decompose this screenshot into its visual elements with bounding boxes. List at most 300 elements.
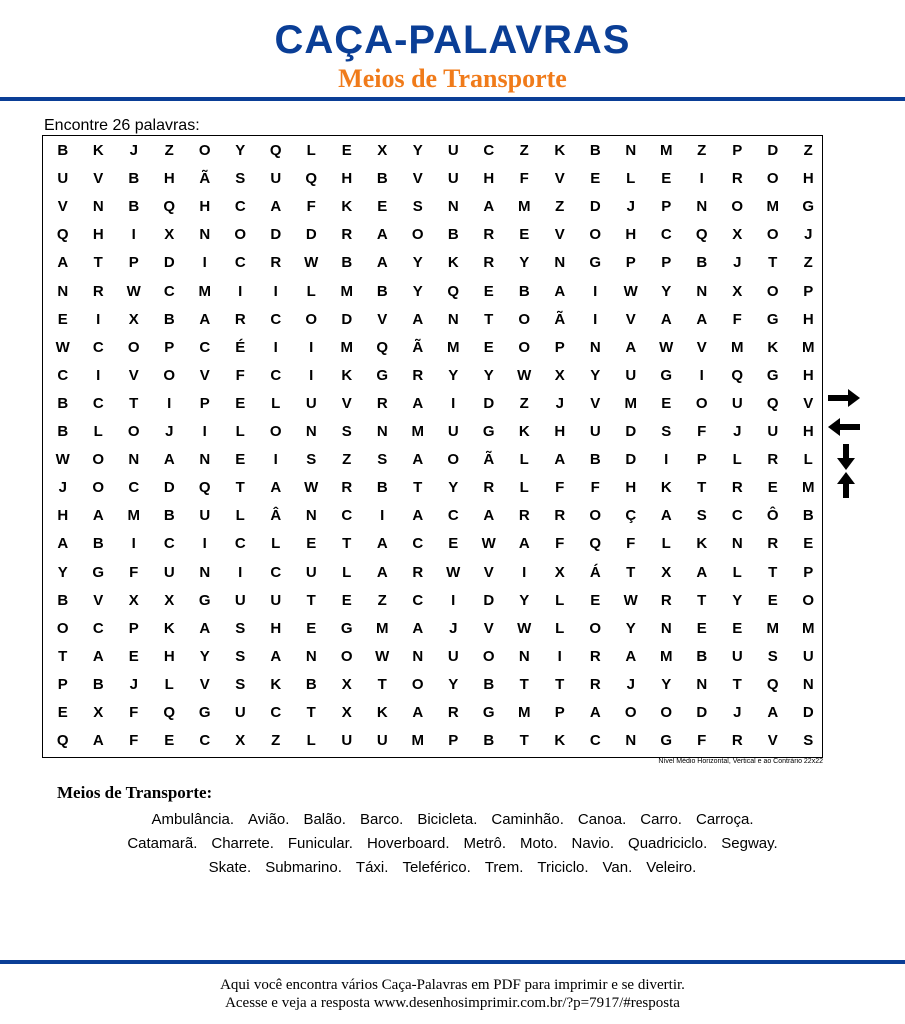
grid-letter: O xyxy=(411,675,424,693)
grid-letter: L xyxy=(661,535,671,553)
grid-letter: N xyxy=(305,647,317,665)
grid-letter: N xyxy=(447,310,459,328)
word-list-item: Barco. xyxy=(359,811,404,828)
grid-letter: D xyxy=(767,142,779,159)
arrow-up-icon xyxy=(837,472,855,498)
grid-letter: M xyxy=(624,394,637,412)
grid-letter: O xyxy=(163,366,176,384)
grid-letter: L xyxy=(93,423,103,440)
grid-letter: V xyxy=(483,563,494,581)
grid-letter: O xyxy=(766,170,779,188)
grid-letter: I xyxy=(380,507,385,525)
grid-letter: T xyxy=(732,675,742,693)
grid-letter: O xyxy=(766,226,779,244)
grid-letter: D xyxy=(625,451,637,469)
grid-letter: I xyxy=(309,338,314,356)
grid-letter: E xyxy=(590,170,601,188)
grid-letter: M xyxy=(731,338,744,356)
word-list-item: Triciclo. xyxy=(537,859,589,876)
grid-letter: B xyxy=(376,479,388,497)
grid-letter: L xyxy=(519,479,529,497)
grid-letter: O xyxy=(127,423,140,440)
grid-letter: J xyxy=(733,254,742,272)
grid-letter: W xyxy=(659,338,674,356)
grid-letter: C xyxy=(234,198,246,216)
grid-letter: P xyxy=(57,675,68,693)
grid-letter: B xyxy=(57,591,69,609)
grid-letter: A xyxy=(92,732,104,750)
grid-letter: R xyxy=(731,170,743,188)
grid-letter: N xyxy=(199,451,211,469)
grid-letter: Y xyxy=(448,675,459,693)
grid-letter: O xyxy=(589,226,602,244)
grid-letter: C xyxy=(128,479,140,497)
grid-letter: S xyxy=(235,647,246,665)
grid-letter: X xyxy=(732,282,743,300)
grid-letter: D xyxy=(163,479,175,497)
grid-letter: Z xyxy=(519,142,529,159)
grid-letter: Q xyxy=(163,704,176,721)
grid-letter: S xyxy=(235,170,246,188)
grid-letter: S xyxy=(377,451,388,469)
grid-letter: R xyxy=(483,226,495,244)
grid-letter: K xyxy=(767,338,779,356)
word-list-item: Ambulância. xyxy=(151,811,235,828)
grid-letter: C xyxy=(234,254,246,272)
grid-letter: Y xyxy=(519,254,530,272)
grid-letter: F xyxy=(306,198,316,216)
grid-letter: Q xyxy=(305,170,318,188)
grid-letter: F xyxy=(732,310,742,328)
grid-letter: O xyxy=(731,198,744,216)
grid-letter: E xyxy=(483,338,494,356)
grid-letter: X xyxy=(341,704,352,721)
grid-letter: M xyxy=(518,198,531,216)
grid-letter: Ã xyxy=(483,451,495,469)
direction-arrows xyxy=(826,384,866,504)
word-list-item: Hoverboard. xyxy=(366,835,450,852)
grid-letter: F xyxy=(555,479,565,497)
grid-letter: V xyxy=(803,394,814,412)
grid-letter: R xyxy=(767,451,779,469)
grid-letter: Y xyxy=(412,254,423,272)
grid-letter: D xyxy=(696,704,708,721)
grid-letter: T xyxy=(768,254,778,272)
grid-letter: T xyxy=(768,563,778,581)
grid-letter: U xyxy=(447,142,459,159)
grid-letter: C xyxy=(199,338,211,356)
grid-letter: Y xyxy=(483,366,494,384)
grid-letter: F xyxy=(626,535,636,553)
grid-letter: Ç xyxy=(625,507,637,525)
grid-letter: A xyxy=(412,507,424,525)
grid-letter: Q xyxy=(56,732,69,750)
grid-letter: J xyxy=(555,394,564,412)
grid-letter: J xyxy=(129,142,138,159)
grid-letter: C xyxy=(270,704,282,721)
grid-letter: W xyxy=(304,254,319,272)
grid-letter: C xyxy=(92,338,104,356)
grid-letter: E xyxy=(57,310,68,328)
grid-letter: O xyxy=(92,479,105,497)
grid-letter: X xyxy=(377,142,388,159)
grid-letter: L xyxy=(555,591,565,609)
grid-letter: A xyxy=(199,310,211,328)
grid-letter: I xyxy=(273,282,278,300)
grid-letter: H xyxy=(341,170,353,188)
grid-letter: Y xyxy=(199,647,210,665)
grid-letter: F xyxy=(697,423,707,440)
grid-letter: O xyxy=(695,394,708,412)
grid-letter: G xyxy=(766,310,779,328)
grid-letter: E xyxy=(235,394,246,412)
grid-letter: M xyxy=(766,619,779,637)
grid-letter: E xyxy=(661,170,672,188)
word-list-item: Catamarã. xyxy=(127,835,198,852)
grid-letter: U xyxy=(447,423,459,440)
grid-letter: B xyxy=(163,310,175,328)
grid-letter: L xyxy=(164,675,174,693)
grid-letter: C xyxy=(92,619,104,637)
grid-letter: A xyxy=(554,451,566,469)
grid-letter: B xyxy=(128,170,140,188)
grid-letter: U xyxy=(731,394,743,412)
grid-letter: N xyxy=(92,198,104,216)
grid-letter: I xyxy=(451,394,456,412)
grid-letter: H xyxy=(199,198,211,216)
grid-letter: L xyxy=(306,142,316,159)
grid-letter: C xyxy=(234,535,246,553)
instruction-text: Encontre 26 palavras: xyxy=(44,117,200,134)
grid-letter: P xyxy=(625,254,636,272)
grid-letter: T xyxy=(306,591,316,609)
grid-letter: X xyxy=(128,591,139,609)
grid-letter: A xyxy=(376,226,388,244)
grid-letter: B xyxy=(447,226,459,244)
grid-letter: L xyxy=(235,507,245,525)
grid-letter: D xyxy=(341,310,353,328)
grid-letter: V xyxy=(554,226,565,244)
grid-letter: S xyxy=(803,732,814,750)
grid-letter: Á xyxy=(589,563,601,581)
grid-letter: K xyxy=(92,142,104,159)
grid-letter: C xyxy=(57,366,69,384)
grid-letter: R xyxy=(412,563,424,581)
grid-letter: R xyxy=(341,479,353,497)
grid-letter: Y xyxy=(625,619,636,637)
grid-letter: I xyxy=(699,366,704,384)
grid-letter: X xyxy=(93,704,104,721)
grid-letter: A xyxy=(199,619,211,637)
grid-letter: G xyxy=(660,732,673,750)
grid-letter: Y xyxy=(448,479,459,497)
grid-letter: F xyxy=(555,535,565,553)
grid-letter: P xyxy=(164,338,175,356)
grid-letter: A xyxy=(92,647,104,665)
grid-letter: Ã xyxy=(554,310,566,328)
grid-letter: V xyxy=(590,394,601,412)
grid-letter: H xyxy=(625,226,637,244)
word-list-item: Carro. xyxy=(640,811,682,828)
grid-letter: A xyxy=(270,198,282,216)
grid-letter: B xyxy=(92,535,104,553)
grid-letter: S xyxy=(767,647,778,665)
grid-letter: B xyxy=(376,170,388,188)
grid-letter: J xyxy=(626,675,635,693)
grid-letter: H xyxy=(483,170,495,188)
grid-letter: S xyxy=(661,423,672,440)
grid-letter: Q xyxy=(269,142,282,159)
grid-letter: U xyxy=(270,170,282,188)
grid-letter: F xyxy=(519,170,529,188)
grid-letter: R xyxy=(731,479,743,497)
grid-letter: I xyxy=(238,282,243,300)
grid-letter: X xyxy=(341,675,352,693)
grid-letter: L xyxy=(306,732,316,750)
grid-letter: W xyxy=(517,366,532,384)
grid-letter: O xyxy=(92,451,105,469)
grid-letter: S xyxy=(696,507,707,525)
grid-letter: L xyxy=(555,619,565,637)
grid-letter: E xyxy=(483,282,494,300)
grid-letter: C xyxy=(660,226,672,244)
grid-letter: U xyxy=(731,647,743,665)
grid-letter: M xyxy=(447,338,460,356)
grid-letter: A xyxy=(625,338,637,356)
grid-letter: V xyxy=(128,366,139,384)
grid-letter: D xyxy=(625,423,637,440)
grid-letter: H xyxy=(92,226,104,244)
grid-letter: K xyxy=(696,535,708,553)
grid-letter: E xyxy=(519,226,530,244)
grid-letter: L xyxy=(306,282,316,300)
grid-letter: B xyxy=(57,142,69,159)
grid-letter: E xyxy=(767,591,778,609)
grid-letter: A xyxy=(483,507,495,525)
grid-letter: T xyxy=(413,479,423,497)
grid-letter: W xyxy=(55,451,70,469)
grid-letter: I xyxy=(593,310,598,328)
grid-letter: L xyxy=(342,563,352,581)
grid-letter: D xyxy=(163,254,175,272)
grid-letter: R xyxy=(731,732,743,750)
page-title: CAÇA-PALAVRAS xyxy=(274,18,631,62)
grid-letter: Ã xyxy=(412,338,424,356)
grid-letter: B xyxy=(589,142,601,159)
grid-letter: B xyxy=(305,675,317,693)
grid-letter: L xyxy=(271,394,281,412)
word-list-item: Charrete. xyxy=(211,835,274,852)
grid-letter: C xyxy=(92,394,104,412)
grid-letter: T xyxy=(235,479,245,497)
grid-letter: O xyxy=(127,338,140,356)
grid-letter: T xyxy=(377,675,387,693)
grid-letter: S xyxy=(341,423,352,440)
word-list-item: Navio. xyxy=(571,835,615,852)
grid-letter: M xyxy=(127,507,140,525)
grid-letter: I xyxy=(202,254,207,272)
top-divider xyxy=(0,97,905,101)
grid-letter: A xyxy=(92,507,104,525)
grid-letter: A xyxy=(57,535,69,553)
grid-letter: R xyxy=(341,226,353,244)
grid-letter: N xyxy=(305,507,317,525)
grid-letter: C xyxy=(412,535,424,553)
grid-letter: O xyxy=(518,310,531,328)
grid-letter: T xyxy=(555,675,565,693)
grid-letter: W xyxy=(517,619,532,637)
grid-letter: T xyxy=(342,535,352,553)
grid-letter: T xyxy=(519,675,529,693)
grid-letter: W xyxy=(375,647,390,665)
grid-letter: O xyxy=(589,619,602,637)
grid-letter: D xyxy=(483,394,495,412)
grid-letter: U xyxy=(589,423,601,440)
grid-letter: M xyxy=(411,732,424,750)
grid-letter: J xyxy=(129,675,138,693)
grid-letter: B xyxy=(57,394,69,412)
grid-letter: I xyxy=(522,563,527,581)
grid-letter: A xyxy=(57,254,69,272)
grid-letter: H xyxy=(270,619,282,637)
grid-letter: U xyxy=(270,591,282,609)
grid-letter: I xyxy=(96,310,101,328)
grid-letter: E xyxy=(590,591,601,609)
grid-letter: A xyxy=(270,479,282,497)
page-subtitle: Meios de Transporte xyxy=(338,64,567,93)
grid-letter: Q xyxy=(447,282,460,300)
grid-letter: X xyxy=(554,563,565,581)
grid-letter: N xyxy=(57,282,69,300)
grid-letter: K xyxy=(518,423,530,440)
grid-letter: U xyxy=(447,170,459,188)
grid-letter: P xyxy=(661,254,672,272)
grid-letter: S xyxy=(412,198,423,216)
grid-letter: P xyxy=(803,282,814,300)
grid-letter: W xyxy=(55,338,70,356)
grid-letter: B xyxy=(483,675,495,693)
grid-letter: N xyxy=(412,647,424,665)
grid-letter: X xyxy=(661,563,672,581)
grid-letter: Z xyxy=(164,142,174,159)
grid-letter: E xyxy=(341,142,352,159)
grid-letter: I xyxy=(664,451,669,469)
grid-letter: Q xyxy=(589,535,602,553)
grid-letter: N xyxy=(554,254,566,272)
grid-letter: V xyxy=(93,591,104,609)
grid-letter: E xyxy=(696,619,707,637)
grid-letter: U xyxy=(625,366,637,384)
grid-letter: L xyxy=(519,451,529,469)
grid-letter: B xyxy=(483,732,495,750)
grid-letter: B xyxy=(57,423,69,440)
grid-letter: Q xyxy=(731,366,744,384)
grid-letter: C xyxy=(163,282,175,300)
grid-letter: F xyxy=(590,479,600,497)
grid-letter: R xyxy=(589,647,601,665)
grid-letter: G xyxy=(340,619,353,637)
word-list-item: Avião. xyxy=(248,811,290,828)
grid-letter: G xyxy=(482,423,495,440)
grid-letter: Y xyxy=(448,366,459,384)
grid-letter: W xyxy=(446,563,461,581)
grid-letter: D xyxy=(802,704,814,721)
grid-letter: Q xyxy=(56,226,69,244)
grid-letter: R xyxy=(483,254,495,272)
arrow-left-icon xyxy=(828,418,860,436)
grid-letter: W xyxy=(623,591,638,609)
grid-letter: F xyxy=(129,704,139,721)
grid-letter: É xyxy=(235,338,246,356)
grid-letter: A xyxy=(376,535,388,553)
grid-letter: D xyxy=(270,226,282,244)
grid-letter: Y xyxy=(590,366,601,384)
word-list-title: Meios de Transporte: xyxy=(57,783,213,802)
word-list-item: Canoa. xyxy=(577,811,627,828)
grid-letter: R xyxy=(554,507,566,525)
grid-letter: D xyxy=(483,591,495,609)
grid-letter: A xyxy=(376,254,388,272)
grid-letter: N xyxy=(625,732,637,750)
grid-letter: H xyxy=(163,647,175,665)
grid-letter: G xyxy=(589,254,602,272)
grid-letter: L xyxy=(732,451,742,469)
grid-letter: I xyxy=(451,591,456,609)
grid-letter: N xyxy=(625,142,637,159)
grid-letter: U xyxy=(376,732,388,750)
word-list-item: Van. xyxy=(602,859,633,876)
grid-letter: E xyxy=(732,619,743,637)
grid-letter: G xyxy=(660,366,673,384)
grid-letter: A xyxy=(696,310,708,328)
grid-letter: I xyxy=(131,535,136,553)
grid-letter: X xyxy=(732,226,743,244)
word-list-item: Trem. xyxy=(484,859,524,876)
grid-letter: O xyxy=(411,226,424,244)
grid-letter: T xyxy=(697,591,707,609)
grid-letter: A xyxy=(660,507,672,525)
word-search-grid xyxy=(42,135,823,758)
grid-letter: Y xyxy=(57,563,68,581)
grid-letter: L xyxy=(271,535,281,553)
grid-letter: A xyxy=(412,619,424,637)
grid-letter: A xyxy=(518,535,530,553)
grid-letter: G xyxy=(376,366,389,384)
grid-letter: Q xyxy=(163,198,176,216)
grid-letter: O xyxy=(198,142,211,159)
grid-letter: E xyxy=(306,535,317,553)
grid-letter: M xyxy=(340,282,353,300)
grid-letter: N xyxy=(696,198,708,216)
grid-letter: R xyxy=(767,535,779,553)
grid-letter: P xyxy=(448,732,459,750)
grid-letter: P xyxy=(199,394,210,412)
grid-letter: O xyxy=(660,704,673,721)
grid-letter: B xyxy=(589,451,601,469)
grid-letter: P xyxy=(661,198,672,216)
grid-letter: U xyxy=(57,170,69,188)
grid-letter: O xyxy=(766,282,779,300)
word-list-line xyxy=(0,835,905,853)
grid-letter: I xyxy=(238,563,243,581)
grid-letter: T xyxy=(93,254,103,272)
grid-letter: P xyxy=(554,704,565,721)
grid-letter: U xyxy=(341,732,353,750)
grid-letter: T xyxy=(697,479,707,497)
grid-letter: Y xyxy=(412,282,423,300)
grid-letter: E xyxy=(306,619,317,637)
grid-letter: V xyxy=(199,675,210,693)
